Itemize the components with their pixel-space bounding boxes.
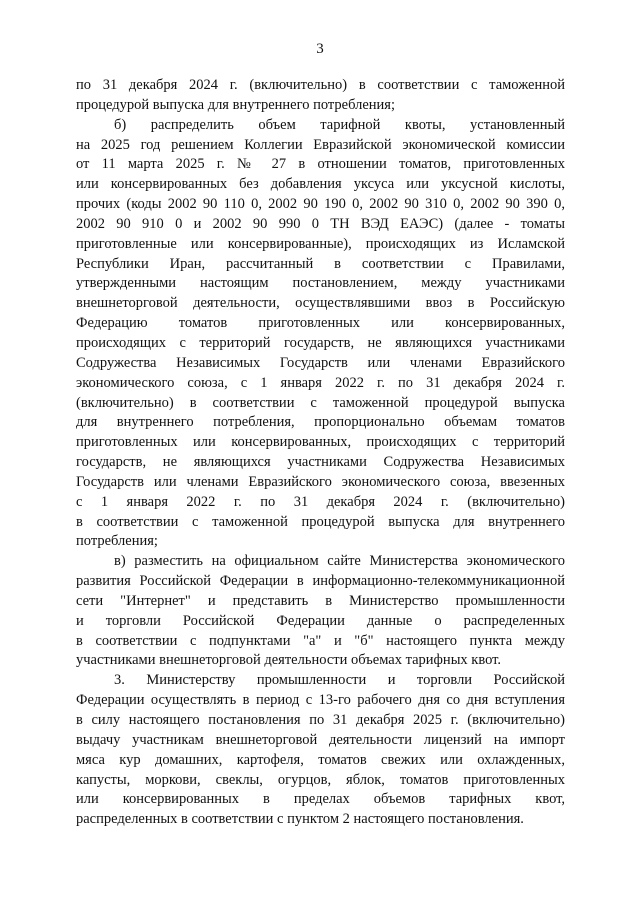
- paragraph-item-v: [76, 552, 565, 671]
- text-line: внешнеторговой деятельности, осуществлявшими ввоз в Российскую: [76, 295, 565, 312]
- text-line: мяса кур домашних, картофеля, томатов свежих или охлажденных,: [76, 751, 565, 768]
- page-number: 3: [316, 41, 324, 57]
- text-line: прочих (коды 2002 90 110 0, 2002 90 190 0, 2002 90 310 0, 2002 90 390 0,: [76, 196, 565, 213]
- text-line: для внутреннего потребления, пропорционально объемам томатов: [76, 414, 565, 431]
- text-line: в) разместить на официальном сайте Министерства экономического: [114, 553, 565, 570]
- text-line: экономического союза, с 1 января 2022 г. по 31 декабря 2024 г.: [76, 374, 565, 391]
- text-line: развития Российской Федерации в информационно-телекоммуникационной: [76, 573, 565, 590]
- text-line: происходящих с территорий государств, не являющихся участниками: [76, 334, 565, 351]
- text-line: приготовленные или консервированные), происходящих из Исламской: [76, 235, 565, 252]
- text-line: или консервированных в пределах объемов тарифных квот,: [76, 791, 565, 808]
- text-line: государств, не являющихся участниками Содружества Независимых: [76, 454, 565, 471]
- paragraph-continuation: [76, 76, 565, 116]
- text-line: участниками внешнеторговой деятельности объемах тарифных квот.: [76, 652, 502, 669]
- text-line: приготовленных или консервированных, происходящих с территорий: [76, 434, 565, 451]
- text-line: Содружества Независимых Государств или членами Евразийского: [76, 354, 565, 371]
- text-line: по 31 декабря 2024 г. (включительно) в соответствии с таможенной: [76, 77, 565, 93]
- text-line: на 2025 год решением Коллегии Евразийской экономической комиссии: [76, 136, 565, 153]
- text-line: выдачу участникам внешнеторговой деятельности лицензий на импорт: [76, 731, 565, 748]
- text-line: процедурой выпуска для внутреннего потребления;: [76, 96, 395, 113]
- text-line: утвержденными настоящим постановлением, между участниками: [76, 275, 565, 292]
- text-line: 2002 90 910 0 и 2002 90 990 0 ТН ВЭД ЕАЭС) (далее - томаты: [76, 215, 565, 232]
- document-body: [76, 76, 565, 830]
- text-line: в соответствии с подпунктами "а" и "б" настоящего пункта между: [76, 632, 565, 649]
- text-line: Федерацию томатов приготовленных или консервированных,: [76, 315, 565, 332]
- text-line: Федерации осуществлять в период с 13-го рабочего дня со дня вступления: [76, 692, 565, 709]
- text-line: капусты, моркови, свеклы, огурцов, яблок, томатов приготовленных: [76, 771, 565, 788]
- text-line: или консервированных без добавления уксуса или уксусной кислоты,: [76, 176, 565, 193]
- paragraph-point-3: [76, 671, 565, 830]
- text-line: 3. Министерству промышленности и торговли Российской: [114, 672, 565, 689]
- text-line: с 1 января 2022 г. по 31 декабря 2024 г. (включительно): [76, 493, 565, 510]
- text-line: Государств или членами Евразийского экономического союза, ввезенных: [76, 473, 565, 490]
- text-line: в соответствии с таможенной процедурой выпуска для внутреннего: [76, 513, 565, 530]
- paragraph-item-b: [76, 116, 565, 553]
- text-line: б) распределить объем тарифной квоты, установленный: [114, 116, 565, 133]
- text-line: и торговли Российской Федерации данные о распределенных: [76, 612, 565, 629]
- text-line: от 11 марта 2025 г. № 27 в отношении томатов, приготовленных: [76, 156, 565, 173]
- text-line: распределенных в соответствии с пунктом 2 настоящего постановления.: [76, 811, 524, 828]
- text-line: Республики Иран, рассчитанный в соответствии с Правилами,: [76, 255, 565, 272]
- text-line: сети "Интернет" и представить в Министерство промышленности: [76, 592, 565, 609]
- text-line: в силу настоящего постановления по 31 декабря 2025 г. (включительно): [76, 712, 565, 728]
- text-line: (включительно) в соответствии с таможенной процедурой выпуска: [76, 394, 565, 411]
- text-line: потребления;: [76, 533, 158, 550]
